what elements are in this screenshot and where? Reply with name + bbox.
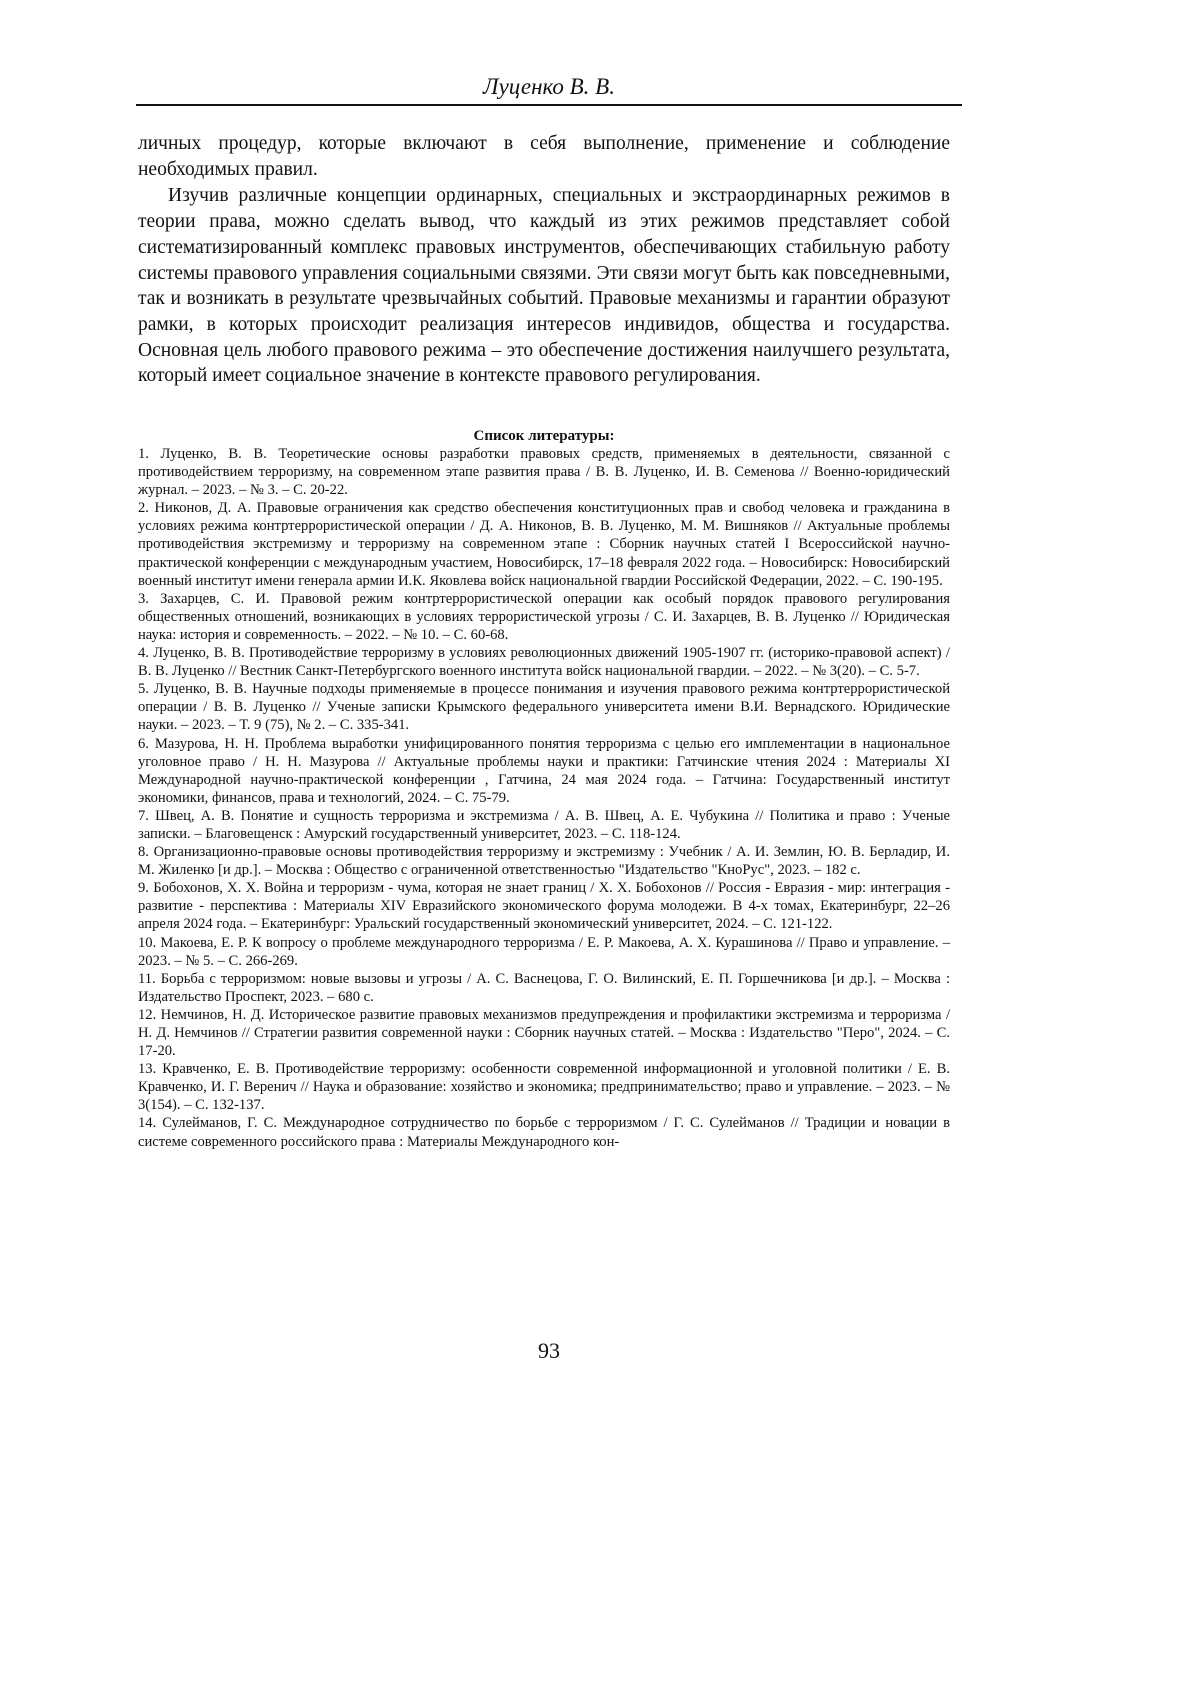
reference-item: 4. Луценко, В. В. Противодействие терроризму в условиях революционных движений 1905-1907 гг. (историко-правовой аспект) / В. В. Луценко // Вестник Санкт-Петербургского военного института войск национальной гвардии. – 2022. – № 3(20). – С. 5-7. bbox=[138, 644, 950, 680]
reference-item: 13. Кравченко, Е. В. Противодействие терроризму: особенности современной информационной и уголовной политики / Е. В. Кравченко, И. Г. Веренич // Наука и образование: хозяйство и экономика; предпринимательство; право и управление. – 2023. – № 3(154). – С. 132-137. bbox=[138, 1060, 950, 1114]
reference-item: 14. Сулейманов, Г. С. Международное сотрудничество по борьбе с терроризмом / Г. С. Сулейманов // Традиции и новации в системе современного российского права : Материалы Международного кон- bbox=[138, 1114, 950, 1150]
paragraph-conclusion: Изучив различные концепции ординарных, специальных и экстраординарных режимов в теории права, можно сделать вывод, что каждый из этих режимов представляет собой систематизированный комплекс правовых инструментов, обеспечивающих стабильную работу системы правового управления социальными связями. Эти связи могут быть как повседневными, так и возникать в результате чрезвычайных событий. Правовые механизмы и гарантии образуют рамки, в которых происходит реализация интересов индивидов, общества и государства. Основная цель любого правового режима – это обеспечение достижения наилучшего результата, который имеет социальное значение в контексте правового регулирования. bbox=[138, 183, 950, 389]
reference-item: 3. Захарцев, С. И. Правовой режим контртеррористической операции как особый порядок правового регулирования общественных отношений, возникающих в условиях террористической угрозы / С. И. Захарцев, В. В. Луценко // Юридическая наука: история и современность. – 2022. – № 10. – С. 60-68. bbox=[138, 590, 950, 644]
reference-item: 1. Луценко, В. В. Теоретические основы разработки правовых средств, применяемых в деятельности, связанной с противодействием терроризму, на современном этапе развития права / В. В. Луценко, И. В. Семенова // Военно-юридический журнал. – 2023. – № 3. – С. 20-22. bbox=[138, 445, 950, 499]
reference-item: 2. Никонов, Д. А. Правовые ограничения как средство обеспечения конституционных прав и свобод человека и гражданина в условиях режима контртеррористической операции / Д. А. Никонов, В. В. Луценко, М. М. Вишняков // Актуальные проблемы противодействия экстремизму и терроризму на современном этапе : Сборник научных статей I Всероссийской научно-практической конференции с международным участием, Новосибирск, 17–18 февраля 2022 года. – Новосибирск: Новосибирский военный институт имени генерала армии И.К. Яковлева войск национальной гвардии Российской Федерации, 2022. – С. 190-195. bbox=[138, 499, 950, 589]
reference-item: 10. Макоева, Е. Р. К вопросу о проблеме международного терроризма / Е. Р. Макоева, А. Х. Курашинова // Право и управление. – 2023. – № 5. – С. 266-269. bbox=[138, 934, 950, 970]
running-header: Луценко В. В. bbox=[136, 72, 962, 102]
references-list bbox=[138, 445, 950, 1151]
reference-item: 5. Луценко, В. В. Научные подходы применяемые в процессе понимания и изучения правового режима контртеррористической операции / В. В. Луценко // Ученые записки Крымского федерального университета имени В.И. Вернадского. Юридические науки. – 2023. – Т. 9 (75), № 2. – С. 335-341. bbox=[138, 680, 950, 734]
reference-item: 9. Бобохонов, Х. Х. Война и терроризм - чума, которая не знает границ / Х. Х. Бобохонов // Россия - Евразия - мир: интеграция - развитие - перспектива : Материалы XIV Евразийского экономического форума молодежи. В 4-х томах, Екатеринбург, 22–26 апреля 2024 года. – Екатеринбург: Уральский государственный экономический университет, 2024. – С. 121-122. bbox=[138, 879, 950, 933]
page-number: 93 bbox=[136, 1337, 962, 1365]
reference-item: 8. Организационно-правовые основы противодействия терроризму и экстремизму : Учебник / А. И. Землин, Ю. В. Берладир, И. М. Жиленко [и др.]. – Москва : Общество с ограниченной ответственностью "Издательство "КноРус", 2023. – 182 с. bbox=[138, 843, 950, 879]
reference-item: 6. Мазурова, Н. Н. Проблема выработки унифицированного понятия терроризма с целью его имплементации в национальное уголовное право / Н. Н. Мазурова // Актуальные проблемы науки и практики: Гатчинские чтения 2024 : Материалы XI Международной научно-практической конференции , Гатчина, 24 мая 2024 года. – Гатчина: Государственный институт экономики, финансов, права и технологий, 2024. – С. 75-79. bbox=[138, 735, 950, 807]
document-page bbox=[0, 0, 1200, 1697]
reference-item: 12. Немчинов, Н. Д. Историческое развитие правовых механизмов предупреждения и профилактики экстремизма и терроризма / Н. Д. Немчинов // Стратегии развития современной науки : Сборник научных статей. – Москва : Издательство "Перо", 2024. – С. 17-20. bbox=[138, 1006, 950, 1060]
header-rule bbox=[136, 104, 962, 106]
body-text bbox=[138, 131, 950, 389]
paragraph-continuation: личных процедур, которые включают в себя выполнение, применение и соблюдение необходимых правил. bbox=[138, 131, 950, 182]
reference-item: 7. Швец, А. В. Понятие и сущность терроризма и экстремизма / А. В. Швец, А. Е. Чубукина // Политика и право : Ученые записки. – Благовещенск : Амурский государственный университет, 2023. – С. 118-124. bbox=[138, 807, 950, 843]
references-title: Список литературы: bbox=[138, 427, 950, 445]
reference-item: 11. Борьба с терроризмом: новые вызовы и угрозы / А. С. Васнецова, Г. О. Вилинский, Е. П. Горшечникова [и др.]. – Москва : Издательство Проспект, 2023. – 680 с. bbox=[138, 970, 950, 1006]
